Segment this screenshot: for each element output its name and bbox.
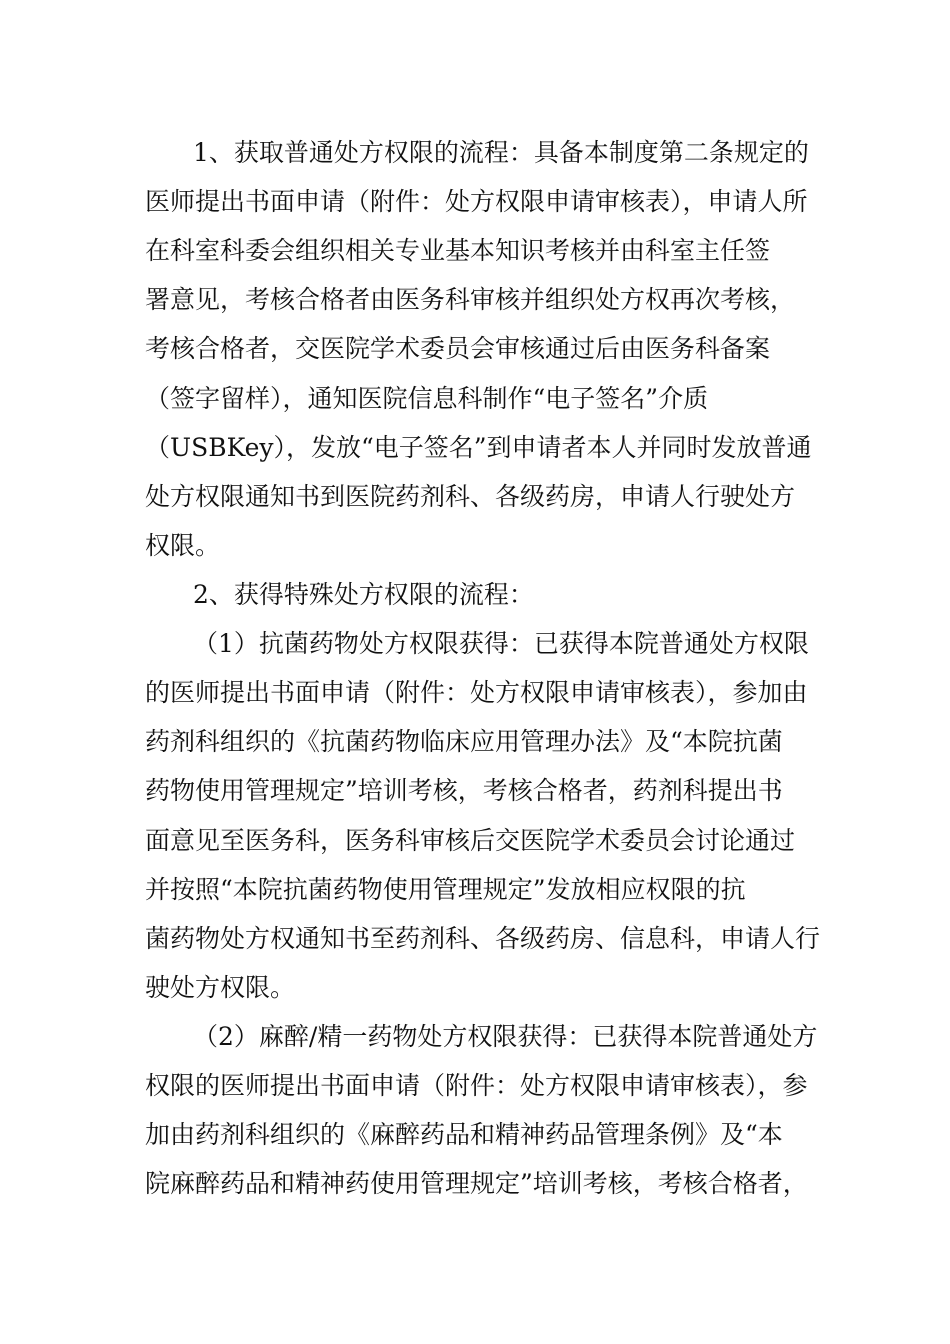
text-line: 权限。 — [145, 531, 221, 560]
text-line: 1、获取普通处方权限的流程：具备本制度第二条规定的 — [193, 138, 809, 167]
text-line: 权限的医师提出书面申请（附件：处方权限申请审核表），参 — [145, 1071, 808, 1100]
text-line: 的医师提出书面申请（附件：处方权限申请审核表），参加由 — [145, 678, 808, 707]
text-line: 署意见，考核合格者由医务科审核并组织处方权再次考核， — [145, 285, 796, 314]
text-line: 加由药剂科组织的《麻醉药品和精神药品管理条例》及“本 — [145, 1120, 783, 1149]
text-line: 药物使用管理规定”培训考核，考核合格者，药剂科提出书 — [145, 776, 783, 805]
text-line: 考核合格者，交医院学术委员会审核通过后由医务科备案 — [145, 334, 771, 363]
text-line: 2、获得特殊处方权限的流程： — [193, 580, 534, 609]
text-line: 医师提出书面申请（附件：处方权限申请审核表），申请人所 — [145, 187, 808, 216]
text-line: 处方权限通知书到医院药剂科、各级药房，申请人行驶处方 — [145, 482, 796, 511]
text-line: 药剂科组织的《抗菌药物临床应用管理办法》及“本院抗菌 — [145, 727, 783, 756]
text-line: 面意见至医务科，医务科审核后交医院学术委员会讨论通过 — [145, 826, 796, 855]
text-line: （USBKey），发放“电子签名”到申请者本人并同时发放普通 — [145, 433, 812, 462]
text-line: 驶处方权限。 — [145, 973, 296, 1002]
text-line: （签字留样），通知医院信息科制作“电子签名”介质 — [145, 384, 709, 413]
text-line: （2）麻醉/精一药物处方权限获得：已获得本院普通处方 — [193, 1022, 818, 1051]
text-line: 并按照“本院抗菌药物使用管理规定”发放相应权限的抗 — [145, 875, 746, 904]
text-line: 院麻醉药品和精神药使用管理规定”培训考核，考核合格者， — [145, 1169, 808, 1198]
text-line: 菌药物处方权通知书至药剂科、各级药房、信息科，申请人行 — [145, 924, 821, 953]
text-line: 在科室科委会组织相关专业基本知识考核并由科室主任签 — [145, 236, 771, 265]
text-line: （1）抗菌药物处方权限获得：已获得本院普通处方权限 — [193, 629, 809, 658]
